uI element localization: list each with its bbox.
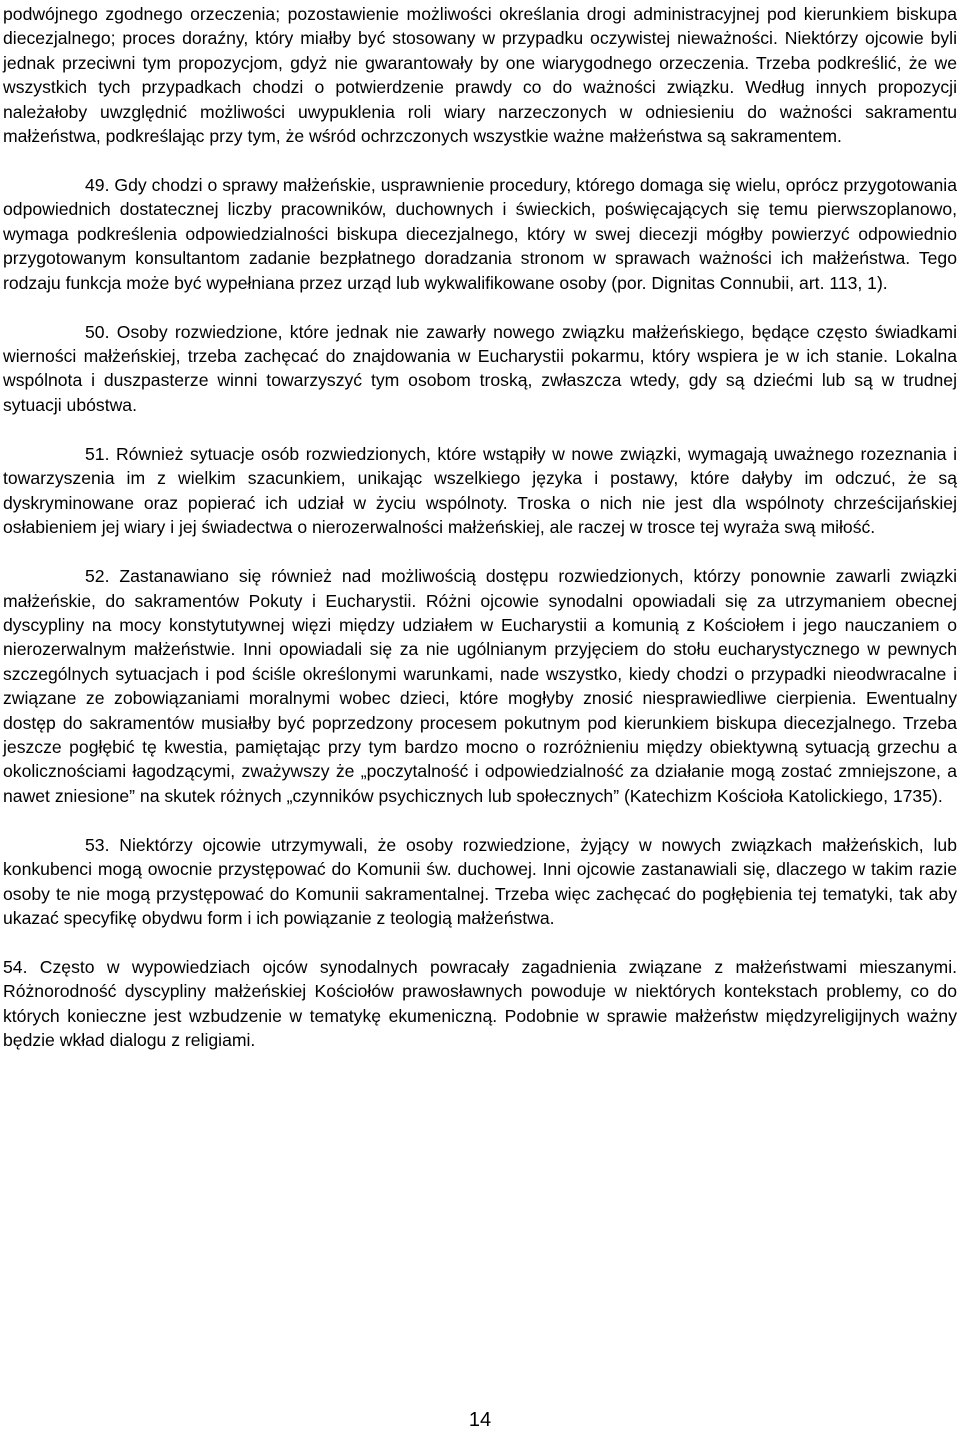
paragraph-49: 49. Gdy chodzi o sprawy małżeńskie, usprawnienie procedury, którego domaga się wielu, oprócz przygotowania odpowiednich dostatecznej liczby pracowników, duchownych i świeckich, poświęcających się temu pierwszoplanowo, wymaga podkreślenia odpowiedzialności biskupa diecezjalnego, który w swej diecezji mógłby powierzyć odpowiednio przygotowanym konsultantom zadanie bezpłatnego doradzania stronom w sprawach ważności ich małżeństwa. Tego rodzaju funkcja może być wypełniana przez urząd lub wykwalifikowane osoby (por. Dignitas Connubii, art. 113, 1). [3, 175, 957, 293]
document-page [3, 0, 957, 1053]
paragraph-continued: podwójnego zgodnego orzeczenia; pozostawienie możliwości określania drogi administracyjnej pod kierunkiem biskupa diecezjalnego; proces doraźny, który miałby być stosowany w przypadku oczywistej nieważności. Niektórzy ojcowie byli jednak przeciwni tym propozycjom, gdyż nie gwarantowały by one wiarygodnego orzeczenia. Trzeba podkreślić, że we wszystkich tych przypadkach chodzi o potwierdzenie prawdy co do ważności związku. Według innych propozycji należałoby uwzględnić możliwości uwypuklenia roli wiary narzeczonych w odniesieniu do ważności sakramentu małżeństwa, podkreślając przy tym, że wśród ochrzczonych wszystkie ważne małżeństwa są sakramentem. [3, 4, 957, 147]
paragraph-50: 50. Osoby rozwiedzione, które jednak nie zawarły nowego związku małżeńskiego, będące często świadkami wierności małżeńskiej, trzeba zachęcać do znajdowania w Eucharystii pokarmu, który wspiera je w ich stanie. Lokalna wspólnota i duszpasterze winni towarzyszyć tym osobom troską, zwłaszcza wtedy, gdy są dziećmi lub są w trudnej sytuacji ubóstwa. [3, 321, 957, 415]
paragraph-52: 52. Zastanawiano się również nad możliwością dostępu rozwiedzionych, którzy ponownie zawarli związki małżeńskie, do sakramentów Pokuty i Eucharystii. Różni ojcowie synodalni opowiadali się za utrzymaniem obecnej dyscypliny na mocy konstytutywnej więzi między udziałem w Eucharystii a komunią z Kościołem i jego nauczaniem o nierozerwalnym małżeństwie. Inni opowiadali się za nie ugólnianym przyjęciem do stołu eucharystycznego w pewnych szczególnych sytuacjach i pod ściśle określonymi warunkami, nade wszystko, kiedy chodzi o przypadki nieodwracalne i związane ze zobowiązaniami moralnymi wobec dzieci, które mogłyby znosić niesprawiedliwe cierpienia. Ewentualny dostęp do sakramentów musiałby być poprzedzony procesem pokutnym pod kierunkiem biskupa diecezjalnego. Trzeba jeszcze pogłębić tę kwestia, pamiętając przy tym bardzo mocno o rozróżnieniu między obiektywną sytuacją grzechu a okolicznościami łagodzącymi, zważywszy że „poczytalność i odpowiedzialność za działanie mogą zostać zmniejszone, a nawet zniesione” na skutek różnych „czynników psychicznych lub społecznych” (Katechizm Kościoła Katolickiego, 1735). [3, 566, 957, 806]
page-number: 14 [468, 1409, 492, 1431]
paragraph-51: 51. Również sytuacje osób rozwiedzionych, które wstąpiły w nowe związki, wymagają uważnego rozeznania i towarzyszenia im z wielkim szacunkiem, unikając wszelkiego języka i postawy, które dałyby im odczuć, że są dyskryminowane oraz popierać ich udział w życiu wspólnoty. Troska o nich nie jest dla wspólnoty chrześcijańskiej osłabieniem jej wiary i jej świadectwa o nierozerwalności małżeńskiej, ale raczej w trosce tej wyraża swą miłość. [3, 443, 957, 538]
paragraph-53: 53. Niektórzy ojcowie utrzymywali, że osoby rozwiedzione, żyjący w nowych związkach małżeńskich, lub konkubenci mogą owocnie przystępować do Komunii św. duchowej. Inni ojcowie zastanawiali się, dlaczego w takim razie osoby te nie mogą przystępować do Komunii sakramentalnej. Trzeba więc zachęcać do pogłębienia tej tematyki, tak aby ukazać specyfikę obydwu form i ich powiązanie z teologią małżeństwa. [3, 834, 957, 928]
paragraph-54: 54. Często w wypowiedziach ojców synodalnych powracały zagadnienia związane z małżeństwami mieszanymi. Różnorodność dyscypliny małżeńskiej Kościołów prawosławnych powoduje w niektórych kontekstach problemy, co do których konieczne jest wzbudzenie w tematykę ekumeniczną. Podobnie w sprawie małżeństw międzyreligijnych ważny będzie wkład dialogu z religiami. [3, 956, 957, 1051]
